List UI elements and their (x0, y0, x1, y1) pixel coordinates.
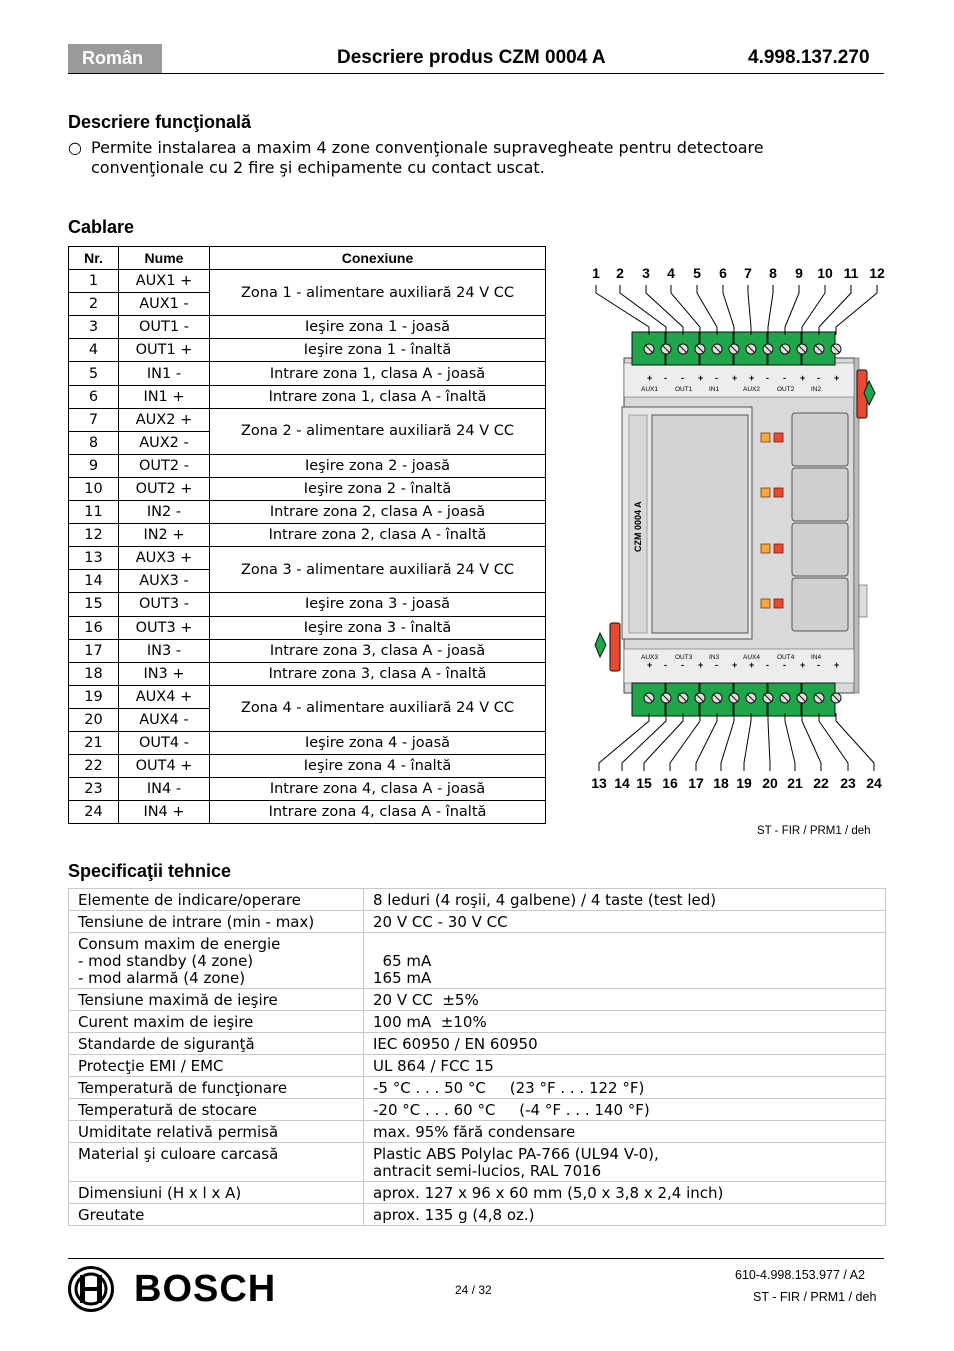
cell-connection: Ieşire zona 2 - înaltă (210, 477, 546, 500)
bosch-logo-icon (67, 1265, 115, 1313)
test-button (792, 523, 848, 576)
cell-nr: 7 (69, 408, 119, 431)
spec-label-line: Temperatură de stocare (78, 1101, 257, 1119)
cell-nr: 6 (69, 385, 119, 408)
zone-label: IN4 (811, 654, 822, 661)
table-row (69, 454, 546, 477)
table-row (69, 731, 546, 754)
table-row (69, 639, 546, 662)
terminal-number-label: 12 (869, 265, 885, 281)
terminal-number-label: 5 (693, 265, 701, 281)
led-red-icon (774, 433, 783, 442)
cell-name: IN3 - (119, 639, 210, 662)
cell-name: AUX2 - (119, 431, 210, 454)
zone-label: AUX2 (743, 386, 760, 393)
leader-line (819, 713, 848, 771)
spec-value (364, 1182, 886, 1204)
leader-line (723, 285, 734, 335)
leader-line (646, 285, 683, 335)
terminal-number-label: 3 (642, 265, 650, 281)
cell-nr: 3 (69, 316, 119, 339)
cell-name: IN2 + (119, 524, 210, 547)
cell-name: IN4 - (119, 778, 210, 801)
cell-nr: 15 (69, 593, 119, 616)
wiring-heading: Cablare (68, 217, 135, 237)
cell-connection: Intrare zona 4, clasa A - înaltă (210, 801, 546, 824)
zone-label: AUX4 (743, 654, 760, 661)
spec-label-line: Protecţie EMI / EMC (78, 1057, 224, 1075)
spec-value-line: 100 mA ±10% (373, 1013, 487, 1031)
spec-label-line: Tensiune maximă de ieşire (78, 991, 278, 1009)
polarity-mark: - (715, 660, 718, 670)
bullet-mark: ○ (68, 138, 82, 157)
cell-name: OUT4 - (119, 731, 210, 754)
functional-heading: Descriere funcţională (68, 112, 252, 132)
spec-value-line (373, 936, 876, 953)
polarity-mark: + (834, 373, 840, 383)
cell-nr: 8 (69, 431, 119, 454)
zone-label: OUT1 (675, 386, 693, 393)
zone-label: IN3 (709, 654, 720, 661)
spec-label-line: - mod standby (4 zone) (78, 952, 254, 970)
spec-value (364, 933, 886, 989)
spec-label-line: - mod alarmă (4 zone) (78, 969, 246, 987)
cell-connection: Zona 2 - alimentare auxiliară 24 V CC (210, 408, 546, 454)
polarity-mark: + (749, 660, 755, 670)
spec-value (364, 1204, 886, 1226)
table-row (69, 755, 546, 778)
brand-wordmark: BOSCH (134, 1268, 277, 1310)
zone-label: IN1 (709, 386, 720, 393)
table-row (69, 362, 546, 385)
terminal-number-label: 7 (744, 265, 752, 281)
polarity-mark: - (681, 660, 684, 670)
polarity-mark: + (800, 660, 806, 670)
cell-name: OUT3 + (119, 616, 210, 639)
polarity-mark: + (732, 660, 738, 670)
cell-nr: 9 (69, 454, 119, 477)
spec-label (69, 933, 364, 989)
leader-line (802, 713, 821, 771)
spec-label (69, 889, 364, 911)
footer-doc-code: 610-4.998.153.977 / A2 (735, 1268, 865, 1282)
spec-value (364, 1055, 886, 1077)
table-row (69, 933, 886, 989)
spec-label (69, 1204, 364, 1226)
table-row (69, 889, 886, 911)
table-row (69, 1011, 886, 1033)
spec-label (69, 1143, 364, 1182)
spec-value-line: 65 mA (373, 952, 432, 970)
leader-line (620, 285, 666, 335)
table-row (69, 1182, 886, 1204)
terminal-diagram (580, 255, 900, 810)
polarity-mark: - (715, 373, 718, 383)
table-row (69, 477, 546, 500)
cell-connection: Ieşire zona 4 - joasă (210, 731, 546, 754)
terminal-number-label: 15 (636, 775, 652, 791)
table-row (69, 339, 546, 362)
bullet-line-1: Permite instalarea a maxim 4 zone convenţionale supravegheate pentru detectoare (91, 138, 764, 157)
page-number: 24 / 32 (455, 1283, 492, 1297)
terminal-number-label: 2 (616, 265, 624, 281)
spec-value (364, 1033, 886, 1055)
cell-connection: Zona 3 - alimentare auxiliară 24 V CC (210, 547, 546, 593)
leader-line (819, 285, 851, 335)
polarity-mark: - (766, 373, 769, 383)
terminal-number-label: 14 (614, 775, 630, 791)
terminal-number-label: 19 (736, 775, 752, 791)
language-tab: Român (68, 44, 162, 73)
spec-label-line: Consum maxim de energie (78, 935, 281, 953)
cell-nr: 21 (69, 731, 119, 754)
cell-nr: 24 (69, 801, 119, 824)
leader-line (721, 713, 734, 771)
cell-nr: 14 (69, 570, 119, 593)
cell-name: OUT2 + (119, 477, 210, 500)
zone-label: OUT2 (777, 386, 795, 393)
spec-value (364, 1077, 886, 1099)
cell-connection: Intrare zona 3, clasa A - înaltă (210, 662, 546, 685)
cell-name: IN1 - (119, 362, 210, 385)
cell-connection: Ieşire zona 3 - joasă (210, 593, 546, 616)
terminal-number-label: 4 (667, 265, 675, 281)
cell-connection: Intrare zona 2, clasa A - înaltă (210, 524, 546, 547)
spec-label (69, 989, 364, 1011)
spec-label-line: Dimensiuni (H x l x A) (78, 1184, 242, 1202)
cell-nr: 2 (69, 293, 119, 316)
cell-nr: 5 (69, 362, 119, 385)
zone-label: AUX3 (641, 654, 658, 661)
cell-nr: 1 (69, 270, 119, 293)
table-row (69, 1143, 886, 1182)
table-row (69, 685, 546, 708)
cell-name: AUX1 - (119, 293, 210, 316)
header-divider (68, 73, 884, 74)
spec-value-line: aprox. 135 g (4,8 oz.) (373, 1206, 535, 1224)
spec-value (364, 1099, 886, 1121)
spec-value-line: 8 leduri (4 roşii, 4 galbene) / 4 taste (test led) (373, 891, 717, 909)
spec-label (69, 1011, 364, 1033)
cell-connection: Zona 1 - alimentare auxiliară 24 V CC (210, 270, 546, 316)
cell-name: OUT4 + (119, 755, 210, 778)
bullet-line-2: convenţionale cu 2 fire şi echipamente cu contact uscat. (91, 158, 545, 177)
spec-value-line: 20 V CC - 30 V CC (373, 913, 508, 931)
cell-name: IN1 + (119, 385, 210, 408)
spec-label-line: Material şi culoare carcasă (78, 1145, 279, 1163)
cell-name: IN2 - (119, 501, 210, 524)
spec-value (364, 1121, 886, 1143)
cell-name: AUX2 + (119, 408, 210, 431)
leader-line (836, 713, 874, 771)
table-row (69, 524, 546, 547)
terminal-number-label: 6 (719, 265, 727, 281)
leader-line (802, 285, 825, 335)
wiring-header-row (69, 247, 546, 270)
column-header-nr: Nr. (69, 247, 119, 270)
terminal-number-label: 17 (688, 775, 704, 791)
leader-line (671, 285, 700, 335)
spec-label-line: Curent maxim de ieşire (78, 1013, 254, 1031)
leader-line (744, 713, 751, 771)
spec-label-line: Standarde de siguranţă (78, 1035, 255, 1053)
spec-label (69, 1033, 364, 1055)
table-row (69, 989, 886, 1011)
polarity-mark: + (647, 373, 653, 383)
table-row (69, 1121, 886, 1143)
cell-nr: 11 (69, 501, 119, 524)
cell-connection: Intrare zona 1, clasa A - înaltă (210, 385, 546, 408)
zone-label: OUT4 (777, 654, 795, 661)
polarity-mark: + (698, 373, 704, 383)
polarity-mark: + (647, 660, 653, 670)
test-button (792, 413, 848, 466)
terminal-number-label: 8 (769, 265, 777, 281)
column-header-name: Nume (119, 247, 210, 270)
cell-name: AUX4 - (119, 708, 210, 731)
spec-label (69, 1055, 364, 1077)
table-row (69, 316, 546, 339)
release-clip-icon (595, 633, 606, 657)
terminal-number-label: 20 (762, 775, 778, 791)
cell-nr: 4 (69, 339, 119, 362)
diagram-caption: ST - FIR / PRM1 / deh (757, 825, 871, 837)
cell-connection: Ieşire zona 3 - înaltă (210, 616, 546, 639)
cell-name: OUT1 - (119, 316, 210, 339)
leader-line (785, 713, 795, 771)
table-row (69, 1055, 886, 1077)
spec-label-line: Elemente de indicare/operare (78, 891, 301, 909)
polarity-mark: + (749, 373, 755, 383)
leader-line (644, 713, 683, 771)
spec-label (69, 1099, 364, 1121)
wiring-table (68, 246, 546, 824)
cell-connection: Intrare zona 4, clasa A - joasă (210, 778, 546, 801)
spec-value-line: UL 864 / FCC 15 (373, 1057, 494, 1075)
polarity-mark: - (817, 373, 820, 383)
leader-line (768, 285, 773, 335)
spec-label-line: Greutate (78, 1206, 145, 1224)
cell-name: AUX3 - (119, 570, 210, 593)
cell-nr: 10 (69, 477, 119, 500)
cell-connection: Intrare zona 1, clasa A - joasă (210, 362, 546, 385)
cell-name: OUT2 - (119, 454, 210, 477)
cell-connection: Ieşire zona 1 - joasă (210, 316, 546, 339)
spec-label-line: Tensiune de intrare (min - max) (78, 913, 315, 931)
polarity-mark: - (664, 373, 667, 383)
module-window (652, 415, 748, 633)
polarity-mark: + (800, 373, 806, 383)
terminal-number-label: 11 (843, 265, 859, 281)
document-title: Descriere produs CZM 0004 A (337, 47, 606, 68)
test-button (792, 578, 848, 631)
terminal-number-label: 24 (866, 775, 882, 791)
cell-nr: 20 (69, 708, 119, 731)
polarity-mark: + (698, 660, 704, 670)
polarity-mark: - (681, 373, 684, 383)
table-row (69, 1204, 886, 1226)
cell-nr: 23 (69, 778, 119, 801)
spec-value-line: max. 95% fără condensare (373, 1123, 576, 1141)
cell-name: AUX4 + (119, 685, 210, 708)
spec-value (364, 989, 886, 1011)
leader-line (785, 285, 799, 335)
spec-value (364, 911, 886, 933)
cell-connection: Ieşire zona 4 - înaltă (210, 755, 546, 778)
spec-value (364, 1011, 886, 1033)
table-row (69, 270, 546, 293)
specs-heading: Specificaţii tehnice (68, 861, 232, 881)
table-row (69, 547, 546, 570)
spec-value-line: -5 °C . . . 50 °C (23 °F . . . 122 °F) (373, 1079, 645, 1097)
led-yellow-icon (761, 488, 770, 497)
cell-name: OUT1 + (119, 339, 210, 362)
spec-value (364, 889, 886, 911)
spec-value-line: 165 mA (373, 969, 432, 987)
polarity-mark: + (834, 660, 840, 670)
cell-name: OUT3 - (119, 593, 210, 616)
footer-divider (68, 1258, 884, 1259)
cell-name: AUX3 + (119, 547, 210, 570)
spec-value-line: 20 V CC ±5% (373, 991, 479, 1009)
spec-value-line: aprox. 127 x 96 x 60 mm (5,0 x 3,8 x 2,4 inch) (373, 1184, 724, 1202)
terminal-number-label: 23 (840, 775, 856, 791)
leader-line (748, 285, 751, 335)
spec-value-line: -20 °C . . . 60 °C (-4 °F . . . 140 °F) (373, 1101, 650, 1119)
terminal-number-label: 18 (713, 775, 729, 791)
table-row (69, 801, 546, 824)
spec-value-line: IEC 60950 / EN 60950 (373, 1035, 538, 1053)
table-row (69, 616, 546, 639)
table-row (69, 911, 886, 933)
polarity-mark: + (732, 373, 738, 383)
wiring-body (69, 270, 546, 824)
table-row (69, 778, 546, 801)
polarity-mark: - (783, 373, 786, 383)
polarity-mark: - (766, 660, 769, 670)
terminal-number-label: 16 (662, 775, 678, 791)
leader-line (596, 285, 649, 335)
led-red-icon (774, 488, 783, 497)
terminal-number-label: 22 (813, 775, 829, 791)
table-row (69, 385, 546, 408)
spec-label-line: Umiditate relativă permisă (78, 1123, 279, 1141)
spec-label-line: Temperatură de funcţionare (78, 1079, 288, 1097)
cell-nr: 16 (69, 616, 119, 639)
cell-nr: 22 (69, 755, 119, 778)
cell-connection: Intrare zona 2, clasa A - joasă (210, 501, 546, 524)
leader-line (768, 713, 770, 771)
zone-label: IN2 (811, 386, 822, 393)
table-row (69, 1099, 886, 1121)
table-row (69, 1033, 886, 1055)
table-row (69, 593, 546, 616)
cell-nr: 12 (69, 524, 119, 547)
leader-line (599, 713, 649, 771)
spec-label (69, 1121, 364, 1143)
spec-value-line: Plastic ABS Polylac PA-766 (UL94 V-0), (373, 1145, 659, 1163)
cell-nr: 19 (69, 685, 119, 708)
cell-name: AUX1 + (119, 270, 210, 293)
spec-value-line: antracit semi-lucios, RAL 7016 (373, 1162, 602, 1180)
cell-nr: 18 (69, 662, 119, 685)
terminal-number-label: 21 (787, 775, 803, 791)
bullet-text (91, 138, 831, 178)
led-yellow-icon (761, 433, 770, 442)
spec-label (69, 911, 364, 933)
cell-nr: 13 (69, 547, 119, 570)
terminal-number-label: 10 (817, 265, 833, 281)
specs-body (69, 889, 886, 1226)
specs-table (68, 888, 886, 1226)
polarity-mark: - (817, 660, 820, 670)
table-row (69, 662, 546, 685)
test-button (792, 468, 848, 521)
zone-label: AUX1 (641, 386, 658, 393)
cell-connection: Ieşire zona 1 - înaltă (210, 339, 546, 362)
led-yellow-icon (761, 599, 770, 608)
footer-caption: ST - FIR / PRM1 / deh (753, 1290, 877, 1304)
led-red-icon (774, 599, 783, 608)
spec-value (364, 1143, 886, 1182)
polarity-mark: - (664, 660, 667, 670)
spec-label (69, 1182, 364, 1204)
leader-line (670, 713, 700, 771)
table-row (69, 1077, 886, 1099)
cell-nr: 17 (69, 639, 119, 662)
cell-connection: Intrare zona 3, clasa A - joasă (210, 639, 546, 662)
terminal-number-label: 13 (591, 775, 607, 791)
release-clip-icon (610, 623, 620, 671)
cell-name: IN3 + (119, 662, 210, 685)
rail-latch (859, 585, 867, 617)
led-yellow-icon (761, 544, 770, 553)
spec-label (69, 1077, 364, 1099)
cell-connection: Zona 4 - alimentare auxiliară 24 V CC (210, 685, 546, 731)
column-header-connection: Conexiune (210, 247, 546, 270)
zone-label: OUT3 (675, 654, 693, 661)
module-label: CZM 0004 A (633, 501, 643, 552)
document-number: 4.998.137.270 (748, 47, 870, 68)
table-row (69, 408, 546, 431)
cell-name: IN4 + (119, 801, 210, 824)
polarity-mark: - (783, 660, 786, 670)
terminal-number-label: 9 (795, 265, 803, 281)
terminal-number-label: 1 (592, 265, 600, 281)
leader-line (836, 285, 877, 335)
led-red-icon (774, 544, 783, 553)
cell-connection: Ieşire zona 2 - joasă (210, 454, 546, 477)
table-row (69, 501, 546, 524)
